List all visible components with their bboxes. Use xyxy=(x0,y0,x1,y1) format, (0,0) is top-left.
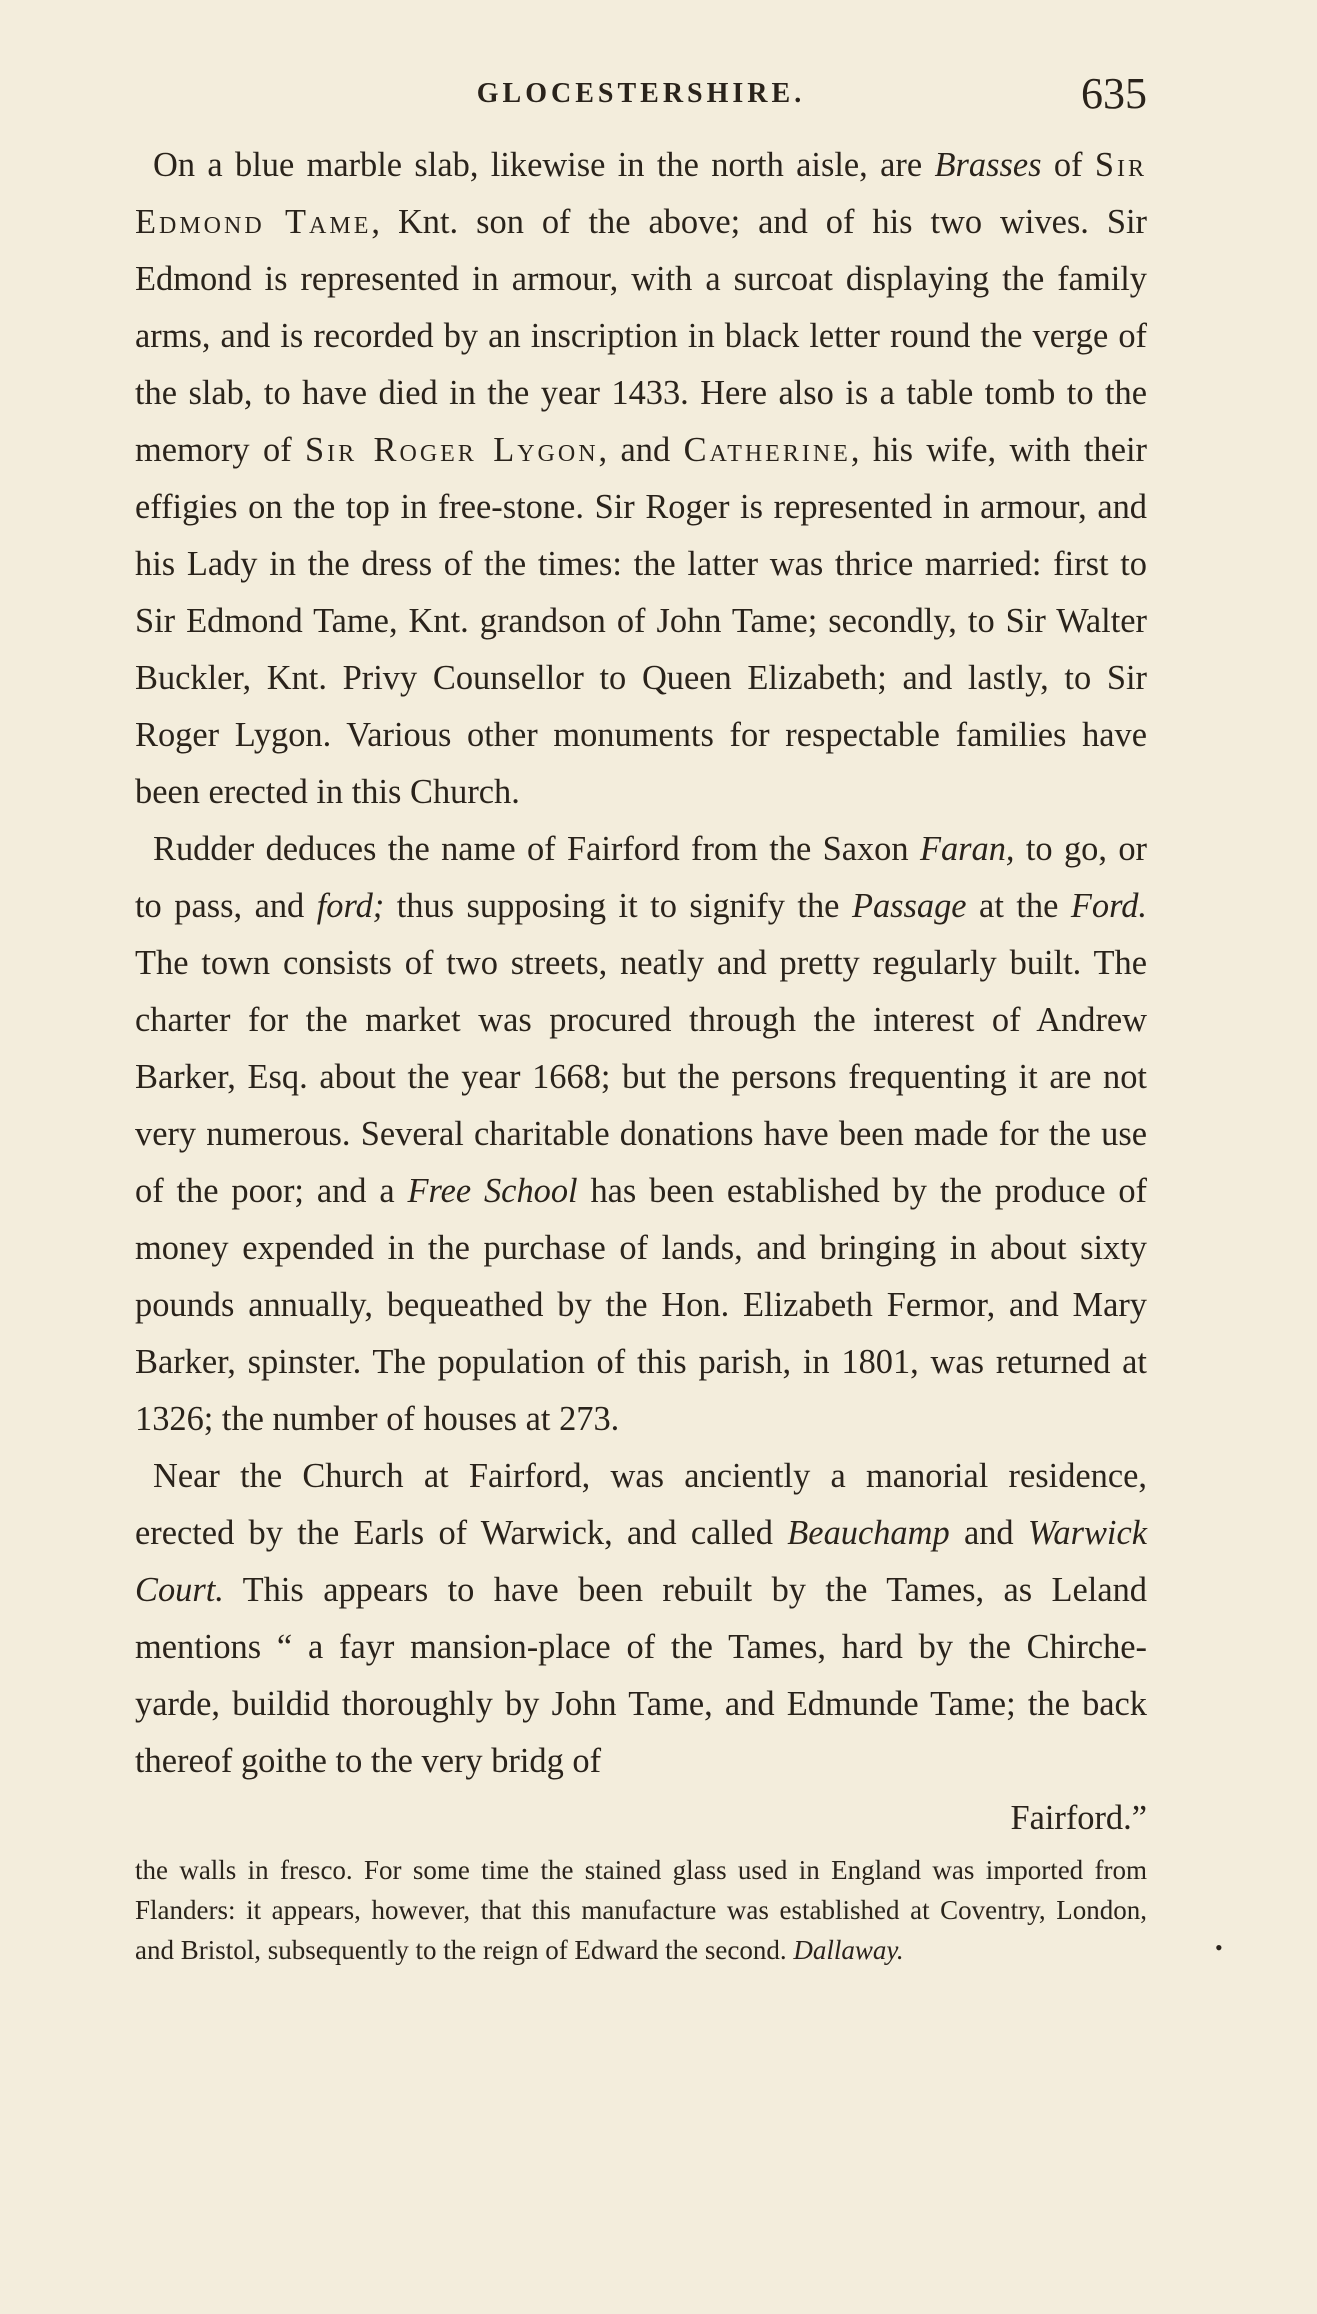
text-run: to go, or to pass, and xyxy=(135,830,1147,925)
running-title: GLOCESTERSHIRE. xyxy=(476,78,806,109)
italic-term: Free School xyxy=(407,1172,578,1210)
name-small-caps: Catherine xyxy=(683,431,851,469)
text-run: Near the Church at Fairford, was anciently a manorial residence, erected by the Earls of Warwick, and called xyxy=(135,1457,1147,1552)
text-run: On a blue marble slab, likewise in the north aisle, are xyxy=(153,146,935,184)
closing-word: Fairford.” xyxy=(1010,1799,1147,1837)
text-run: This appears to have been rebuilt by the Tames, as Leland mentions “ a fayr mansion-place of the Tames, hard by the Chirche-yarde, buildid thoroughly by John Tame, and Edmunde Tame; the back thereof goithe to the very bridg of xyxy=(135,1571,1147,1780)
text-run: of xyxy=(1041,146,1095,184)
paragraph-fairford-name xyxy=(135,821,1147,1448)
page-number: 635 xyxy=(1081,69,1147,118)
text-run: , and xyxy=(598,431,684,469)
text-run: , his wife, with their effigies on the top in free-stone. Sir Roger is represented in armour, and his Lady in the dress of the times: the latter was thrice married: first to Sir Edmond Tame, Knt. grandson of John Tame; secondly, to Sir Walter Buckler, Knt. Privy Counsellor to Queen Elizabeth; and lastly, to Sir Roger Lygon. Various other monuments for respectable families have been erected in this Church. xyxy=(135,431,1147,811)
italic-term: Warwick Court. xyxy=(135,1514,1147,1609)
body-text xyxy=(135,137,1147,1847)
name-small-caps: Sir Edmond Tame xyxy=(135,146,1148,241)
footnote-attribution: Dallaway. xyxy=(793,1935,904,1965)
stray-print-mark: • xyxy=(1215,1935,1223,1960)
paragraph-brasses xyxy=(135,137,1147,821)
footnote xyxy=(135,1850,1147,1970)
text-run: has been established by the produce of money expended in the purchase of lands, and bringing in about sixty pounds annually, bequeathed by the Hon. Elizabeth Fermor, and Mary Barker, spinster. The population of this parish, in 1801, was returned at 1326; the number of houses at 273. xyxy=(135,1172,1147,1438)
name-small-caps: Sir Roger Lygon xyxy=(305,431,599,469)
text-run: thus supposing it to signify the xyxy=(384,887,852,925)
italic-term: Brasses xyxy=(934,146,1042,184)
italic-term: Beauchamp xyxy=(787,1514,950,1552)
text-run: Rudder deduces the name of Fairford from the Saxon xyxy=(153,830,920,868)
paragraph-manorial-residence xyxy=(135,1448,1147,1847)
italic-term: Ford. xyxy=(1070,887,1147,925)
italic-term: Passage xyxy=(851,887,967,925)
footnote-text xyxy=(135,1850,1147,1970)
text-run: at the xyxy=(966,887,1071,925)
text-run: and xyxy=(949,1514,1028,1552)
italic-term: Faran, xyxy=(919,830,1015,868)
text-run: the walls in fresco. For some time the stained glass used in England was imported from Flanders: it appears, however, that this manufacture was established at Coventry, London, and Bristol, subsequently to the reign of Edward the second. xyxy=(135,1855,1147,1965)
text-run: , Knt. son of the above; and of his two wives. Sir Edmond is represented in armour, with a surcoat displaying the family arms, and is recorded by an inscription in black letter round the verge of the slab, to have died in the year 1433. Here also is a table tomb to the memory of xyxy=(135,203,1147,469)
text-run: The town consists of two streets, neatly and pretty regularly built. The charter for the market was procured through the interest of Andrew Barker, Esq. about the year 1668; but the persons frequenting it are not very numerous. Several charitable donations have been made for the use of the poor; and a xyxy=(135,944,1147,1210)
page-header xyxy=(135,68,1147,128)
italic-term: ford; xyxy=(316,887,385,925)
